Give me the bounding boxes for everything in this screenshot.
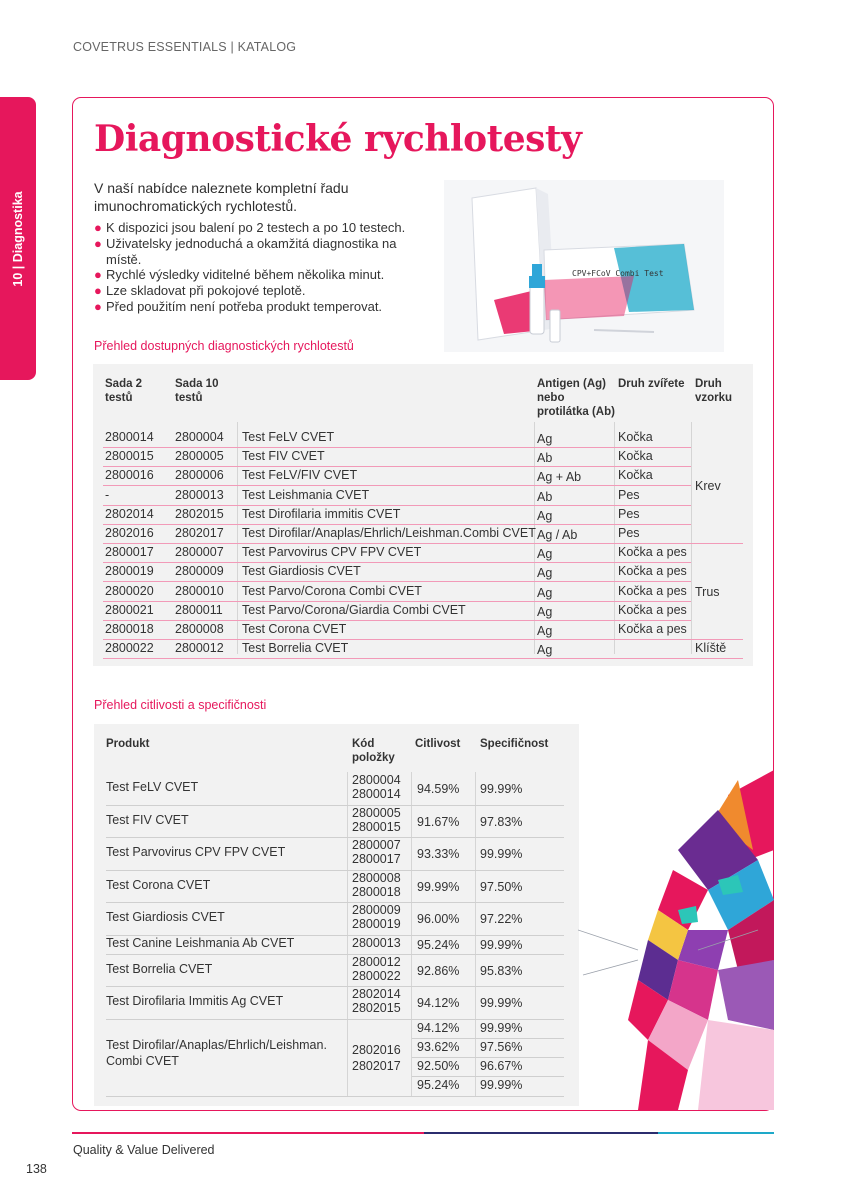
table1-cell-species: Kočka bbox=[618, 430, 653, 444]
table1-cell-antigen: Ag bbox=[537, 432, 553, 446]
table1-header: Druh zvířete bbox=[618, 378, 685, 390]
table2-specificity: 95.83% bbox=[480, 963, 523, 978]
table2-code: 2800018 bbox=[352, 884, 401, 899]
table1-cell-code2: 2800021 bbox=[105, 602, 154, 617]
table1-row-line bbox=[105, 658, 743, 659]
running-header: COVETRUS ESSENTIALS | KATALOG bbox=[73, 40, 297, 54]
table1-cell-name: Test Parvovirus CPV FPV CVET bbox=[242, 545, 422, 560]
table2-code: 2800005 bbox=[352, 805, 401, 820]
feature-item bbox=[94, 236, 424, 268]
table1-cell-code10: 2800006 bbox=[175, 468, 224, 483]
feature-text: Lze skladovat při pokojové teplotě. bbox=[106, 283, 306, 299]
table2-product: Test FIV CVET bbox=[106, 812, 189, 827]
table1-row-line bbox=[103, 562, 691, 563]
feature-text: K dispozici jsou balení po 2 testech a po 10 testech. bbox=[106, 220, 406, 235]
table2-row-line bbox=[106, 902, 564, 903]
table2-code: 2802014 bbox=[352, 987, 401, 1002]
table2-product: Test Parvovirus CPV FPV CVET bbox=[106, 845, 286, 860]
table2-row-line bbox=[106, 837, 564, 838]
table1-cell-antigen: Ag bbox=[537, 643, 553, 658]
table1-row-line bbox=[103, 466, 691, 467]
table1-row-line bbox=[103, 524, 691, 525]
chapter-tab-label: 10 | Diagnostika bbox=[11, 191, 25, 287]
table2-code: 2800004 bbox=[352, 773, 401, 788]
table1-cell-species: Kočka a pes bbox=[618, 545, 687, 560]
table1-cell-species: Kočka a pes bbox=[618, 564, 687, 579]
table1-cell-name: Test Leishmania CVET bbox=[242, 487, 370, 502]
table1-cell-antigen: Ag bbox=[537, 508, 553, 523]
bullet-icon: ● bbox=[94, 235, 102, 251]
table1-cell-antigen: Ag + Ab bbox=[537, 470, 582, 485]
table2-sensitivity: 95.24% bbox=[417, 1078, 460, 1093]
table2-specificity: 97.56% bbox=[480, 1039, 523, 1054]
table1-cell-code2: 2802014 bbox=[105, 506, 154, 521]
page-title: Diagnostické rychlotesty bbox=[94, 118, 582, 160]
table2-code: 2800013 bbox=[352, 936, 401, 950]
table1-cell-code10: 2800011 bbox=[175, 602, 223, 617]
product-label: CPV+FCoV Combi Test bbox=[572, 269, 664, 278]
footer-bar-cyan bbox=[658, 1132, 774, 1134]
feature-text: Rychlé výsledky viditelné během několika minut. bbox=[106, 267, 385, 283]
table1-cell-name: Test Borrelia CVET bbox=[242, 641, 349, 656]
table2-code: 2800008 bbox=[352, 870, 401, 885]
table1-cell-code2: 2800015 bbox=[105, 449, 154, 464]
table1-cell-name: Test Parvo/Corona/Giardia Combi CVET bbox=[242, 602, 466, 617]
feature-item bbox=[94, 283, 424, 299]
table1-cell-antigen: Ag bbox=[537, 585, 553, 600]
table1-cell-name: Test Dirofilar/Anaplas/Ehrlich/Leishman.Combi CVET bbox=[242, 526, 536, 540]
table2-code: 2800017 bbox=[352, 852, 401, 867]
table1-cell-species: Kočka bbox=[618, 468, 653, 483]
bullet-icon: ● bbox=[94, 267, 102, 283]
table2-row-line bbox=[106, 954, 564, 955]
table2-code: 2802017 bbox=[352, 1059, 401, 1073]
table1-row-line bbox=[103, 505, 691, 506]
table2-sensitivity: 95.24% bbox=[417, 938, 460, 952]
table1-cell-code10: 2800012 bbox=[175, 641, 224, 656]
footer-bar-pink bbox=[72, 1132, 424, 1134]
table1-row-line bbox=[103, 485, 691, 486]
table2-subrow-line bbox=[412, 1057, 564, 1058]
table1-cell-species: Pes bbox=[618, 526, 640, 540]
bullet-icon: ● bbox=[94, 298, 102, 314]
table1-cell-code10: 2800005 bbox=[175, 449, 224, 464]
table1-cell-name: Test FIV CVET bbox=[242, 449, 325, 464]
table1-cell-code2: 2800020 bbox=[105, 583, 154, 598]
table2-row-line bbox=[106, 870, 564, 871]
table2-sensitivity: 94.12% bbox=[417, 996, 460, 1011]
table1-header: Antigen (Ag) nebo protilátka (Ab) bbox=[537, 378, 615, 418]
cat-illustration bbox=[578, 700, 774, 1110]
footer-bar-navy bbox=[424, 1132, 658, 1134]
table2-product: Test Canine Leishmania Ab CVET bbox=[106, 936, 295, 950]
table1-cell-antigen: Ag bbox=[537, 547, 553, 562]
table1-cell-code2: 2800019 bbox=[105, 564, 154, 579]
table1-cell-code2: 2800016 bbox=[105, 468, 154, 483]
table2-header: Citlivost bbox=[415, 738, 461, 750]
table1-row-line bbox=[103, 601, 691, 602]
table1-header: Sada 2 testů bbox=[105, 378, 143, 404]
feature-text: Uživatelsky jednoduchá a okamžitá diagnostika na místě. bbox=[106, 235, 397, 267]
table1-row-line bbox=[103, 620, 691, 621]
table1-cell-code2: 2800017 bbox=[105, 545, 154, 560]
table2-specificity: 97.22% bbox=[480, 912, 523, 927]
bullet-icon: ● bbox=[94, 283, 102, 299]
table1-cell-species: Kočka a pes bbox=[618, 602, 687, 617]
chapter-tab[interactable] bbox=[0, 97, 36, 380]
table2-sensitivity: 94.12% bbox=[417, 1020, 460, 1035]
table2-sensitivity: 96.00% bbox=[417, 912, 460, 927]
table1-group-line bbox=[691, 639, 743, 640]
table1-cell-species: Kočka a pes bbox=[618, 622, 687, 636]
table2-sensitivity: 92.50% bbox=[417, 1059, 460, 1073]
table1-row-line bbox=[103, 543, 691, 544]
table2-header: Specifičnost bbox=[480, 738, 549, 750]
table1-row-line bbox=[103, 447, 691, 448]
table2-product: Test Corona CVET bbox=[106, 877, 211, 892]
table1-cell-species: Pes bbox=[618, 487, 640, 502]
table1-cell-code10: 2802015 bbox=[175, 506, 224, 521]
feature-text: Před použitím není potřeba produkt temperovat. bbox=[106, 298, 383, 314]
table1-cell-code10: 2800008 bbox=[175, 622, 224, 636]
page-number: 138 bbox=[26, 1162, 47, 1176]
table1-group-line bbox=[691, 543, 743, 544]
test-list-table bbox=[93, 364, 753, 666]
table2-code: 2800012 bbox=[352, 954, 401, 969]
table2-code: 2800022 bbox=[352, 968, 401, 983]
table2-sensitivity: 91.67% bbox=[417, 814, 460, 829]
table1-cell-code2: 2802016 bbox=[105, 526, 154, 540]
table1-cell-name: Test FeLV CVET bbox=[242, 430, 335, 444]
table2-code: 2800007 bbox=[352, 838, 401, 853]
table2-code: 2802016 bbox=[352, 1043, 401, 1057]
table2-row-line bbox=[106, 805, 564, 806]
table2-specificity: 99.99% bbox=[480, 996, 523, 1011]
table2-row-line bbox=[106, 1019, 564, 1020]
table1-row-line bbox=[103, 581, 691, 582]
table1-row-line bbox=[103, 639, 691, 640]
table2-code: 2800014 bbox=[352, 787, 401, 802]
table2-specificity: 99.99% bbox=[480, 938, 523, 952]
table2-product: Test Dirofilaria Immitis Ag CVET bbox=[106, 994, 284, 1009]
table1-header: Sada 10 testů bbox=[175, 378, 219, 404]
table2-subrow-line bbox=[412, 1076, 564, 1077]
table1-header: Druh vzorku bbox=[695, 378, 733, 404]
table1-cell-antigen: Ag bbox=[537, 604, 553, 619]
feature-item bbox=[94, 267, 424, 283]
table2-product: Test Borrelia CVET bbox=[106, 961, 213, 976]
table1-cell-code2: - bbox=[105, 487, 110, 502]
table2-header: Produkt bbox=[106, 738, 150, 750]
table2-header: Kód položky bbox=[352, 738, 395, 764]
table1-cell-antigen: Ag / Ab bbox=[537, 528, 578, 542]
table1-cell-code2: 2800014 bbox=[105, 430, 154, 444]
table1-cell-species: Kočka a pes bbox=[618, 583, 687, 598]
feature-item bbox=[94, 299, 424, 315]
table1-cell-name: Test Corona CVET bbox=[242, 622, 347, 636]
table2-specificity: 99.99% bbox=[480, 1020, 523, 1035]
table2-specificity: 99.99% bbox=[480, 782, 523, 797]
table2-row-line bbox=[106, 986, 564, 987]
table2-specificity: 99.99% bbox=[480, 1078, 523, 1093]
table1-sample-trus: Trus bbox=[695, 584, 720, 599]
table1-cell-code10: 2800010 bbox=[175, 583, 224, 598]
table1-cell-species: Kočka bbox=[618, 449, 653, 464]
table1-cell-code10: 2800007 bbox=[175, 545, 224, 560]
table2-sensitivity: 94.59% bbox=[417, 782, 460, 797]
table2-title: Přehled citlivosti a specifičnosti bbox=[94, 698, 267, 712]
table2-sensitivity: 99.99% bbox=[417, 879, 460, 894]
table1-cell-antigen: Ab bbox=[537, 489, 553, 504]
table1-cell-name: Test FeLV/FIV CVET bbox=[242, 468, 358, 483]
table1-title: Přehled dostupných diagnostických rychlotestů bbox=[94, 339, 354, 353]
table1-sample-kliste: Klíště bbox=[695, 641, 727, 656]
footer-tagline: Quality & Value Delivered bbox=[73, 1143, 215, 1157]
table2-code: 2800009 bbox=[352, 903, 401, 918]
table1-cell-name: Test Giardiosis CVET bbox=[242, 564, 361, 579]
product-image bbox=[444, 180, 724, 352]
intro-text: V naší nabídce naleznete kompletní řadu imunochromatických rychlotestů. bbox=[94, 180, 349, 214]
table2-code: 2800015 bbox=[352, 819, 401, 834]
table1-cell-species: Pes bbox=[618, 506, 640, 521]
table1-cell-antigen: Ag bbox=[537, 566, 553, 581]
feature-list bbox=[94, 220, 424, 315]
table2-specificity: 97.83% bbox=[480, 814, 523, 829]
table1-sample-krev: Krev bbox=[695, 479, 721, 493]
table1-cell-antigen: Ag bbox=[537, 624, 553, 638]
table2-code: 2800019 bbox=[352, 917, 401, 932]
table2-specificity: 97.50% bbox=[480, 879, 523, 894]
table1-cell-code10: 2802017 bbox=[175, 526, 224, 540]
table2-sensitivity: 92.86% bbox=[417, 963, 460, 978]
table2-row-line bbox=[106, 1096, 564, 1097]
table1-cell-code2: 2800022 bbox=[105, 641, 154, 656]
column-divider bbox=[691, 422, 692, 654]
table2-sensitivity: 93.62% bbox=[417, 1039, 460, 1054]
table1-cell-antigen: Ab bbox=[537, 451, 553, 466]
table2-product: Test FeLV CVET bbox=[106, 780, 199, 795]
feature-item bbox=[94, 220, 424, 236]
table2-code: 2802015 bbox=[352, 1001, 401, 1016]
table2-specificity: 99.99% bbox=[480, 847, 523, 862]
bullet-icon: ● bbox=[94, 220, 102, 235]
table2-sensitivity: 93.33% bbox=[417, 847, 460, 862]
table1-cell-code10: 2800013 bbox=[175, 487, 224, 502]
table1-cell-code10: 2800009 bbox=[175, 564, 224, 579]
table2-product: Test Dirofilar/Anaplas/Ehrlich/Leishman. Combi CVET bbox=[106, 1038, 327, 1068]
table1-cell-code2: 2800018 bbox=[105, 622, 154, 636]
table2-product: Test Giardiosis CVET bbox=[106, 910, 225, 925]
table1-cell-name: Test Dirofilaria immitis CVET bbox=[242, 506, 401, 521]
sensitivity-table bbox=[94, 724, 579, 1106]
table1-cell-code10: 2800004 bbox=[175, 430, 224, 444]
table2-specificity: 96.67% bbox=[480, 1059, 523, 1073]
table1-cell-name: Test Parvo/Corona Combi CVET bbox=[242, 583, 422, 598]
table2-subrow-line bbox=[412, 1038, 564, 1039]
